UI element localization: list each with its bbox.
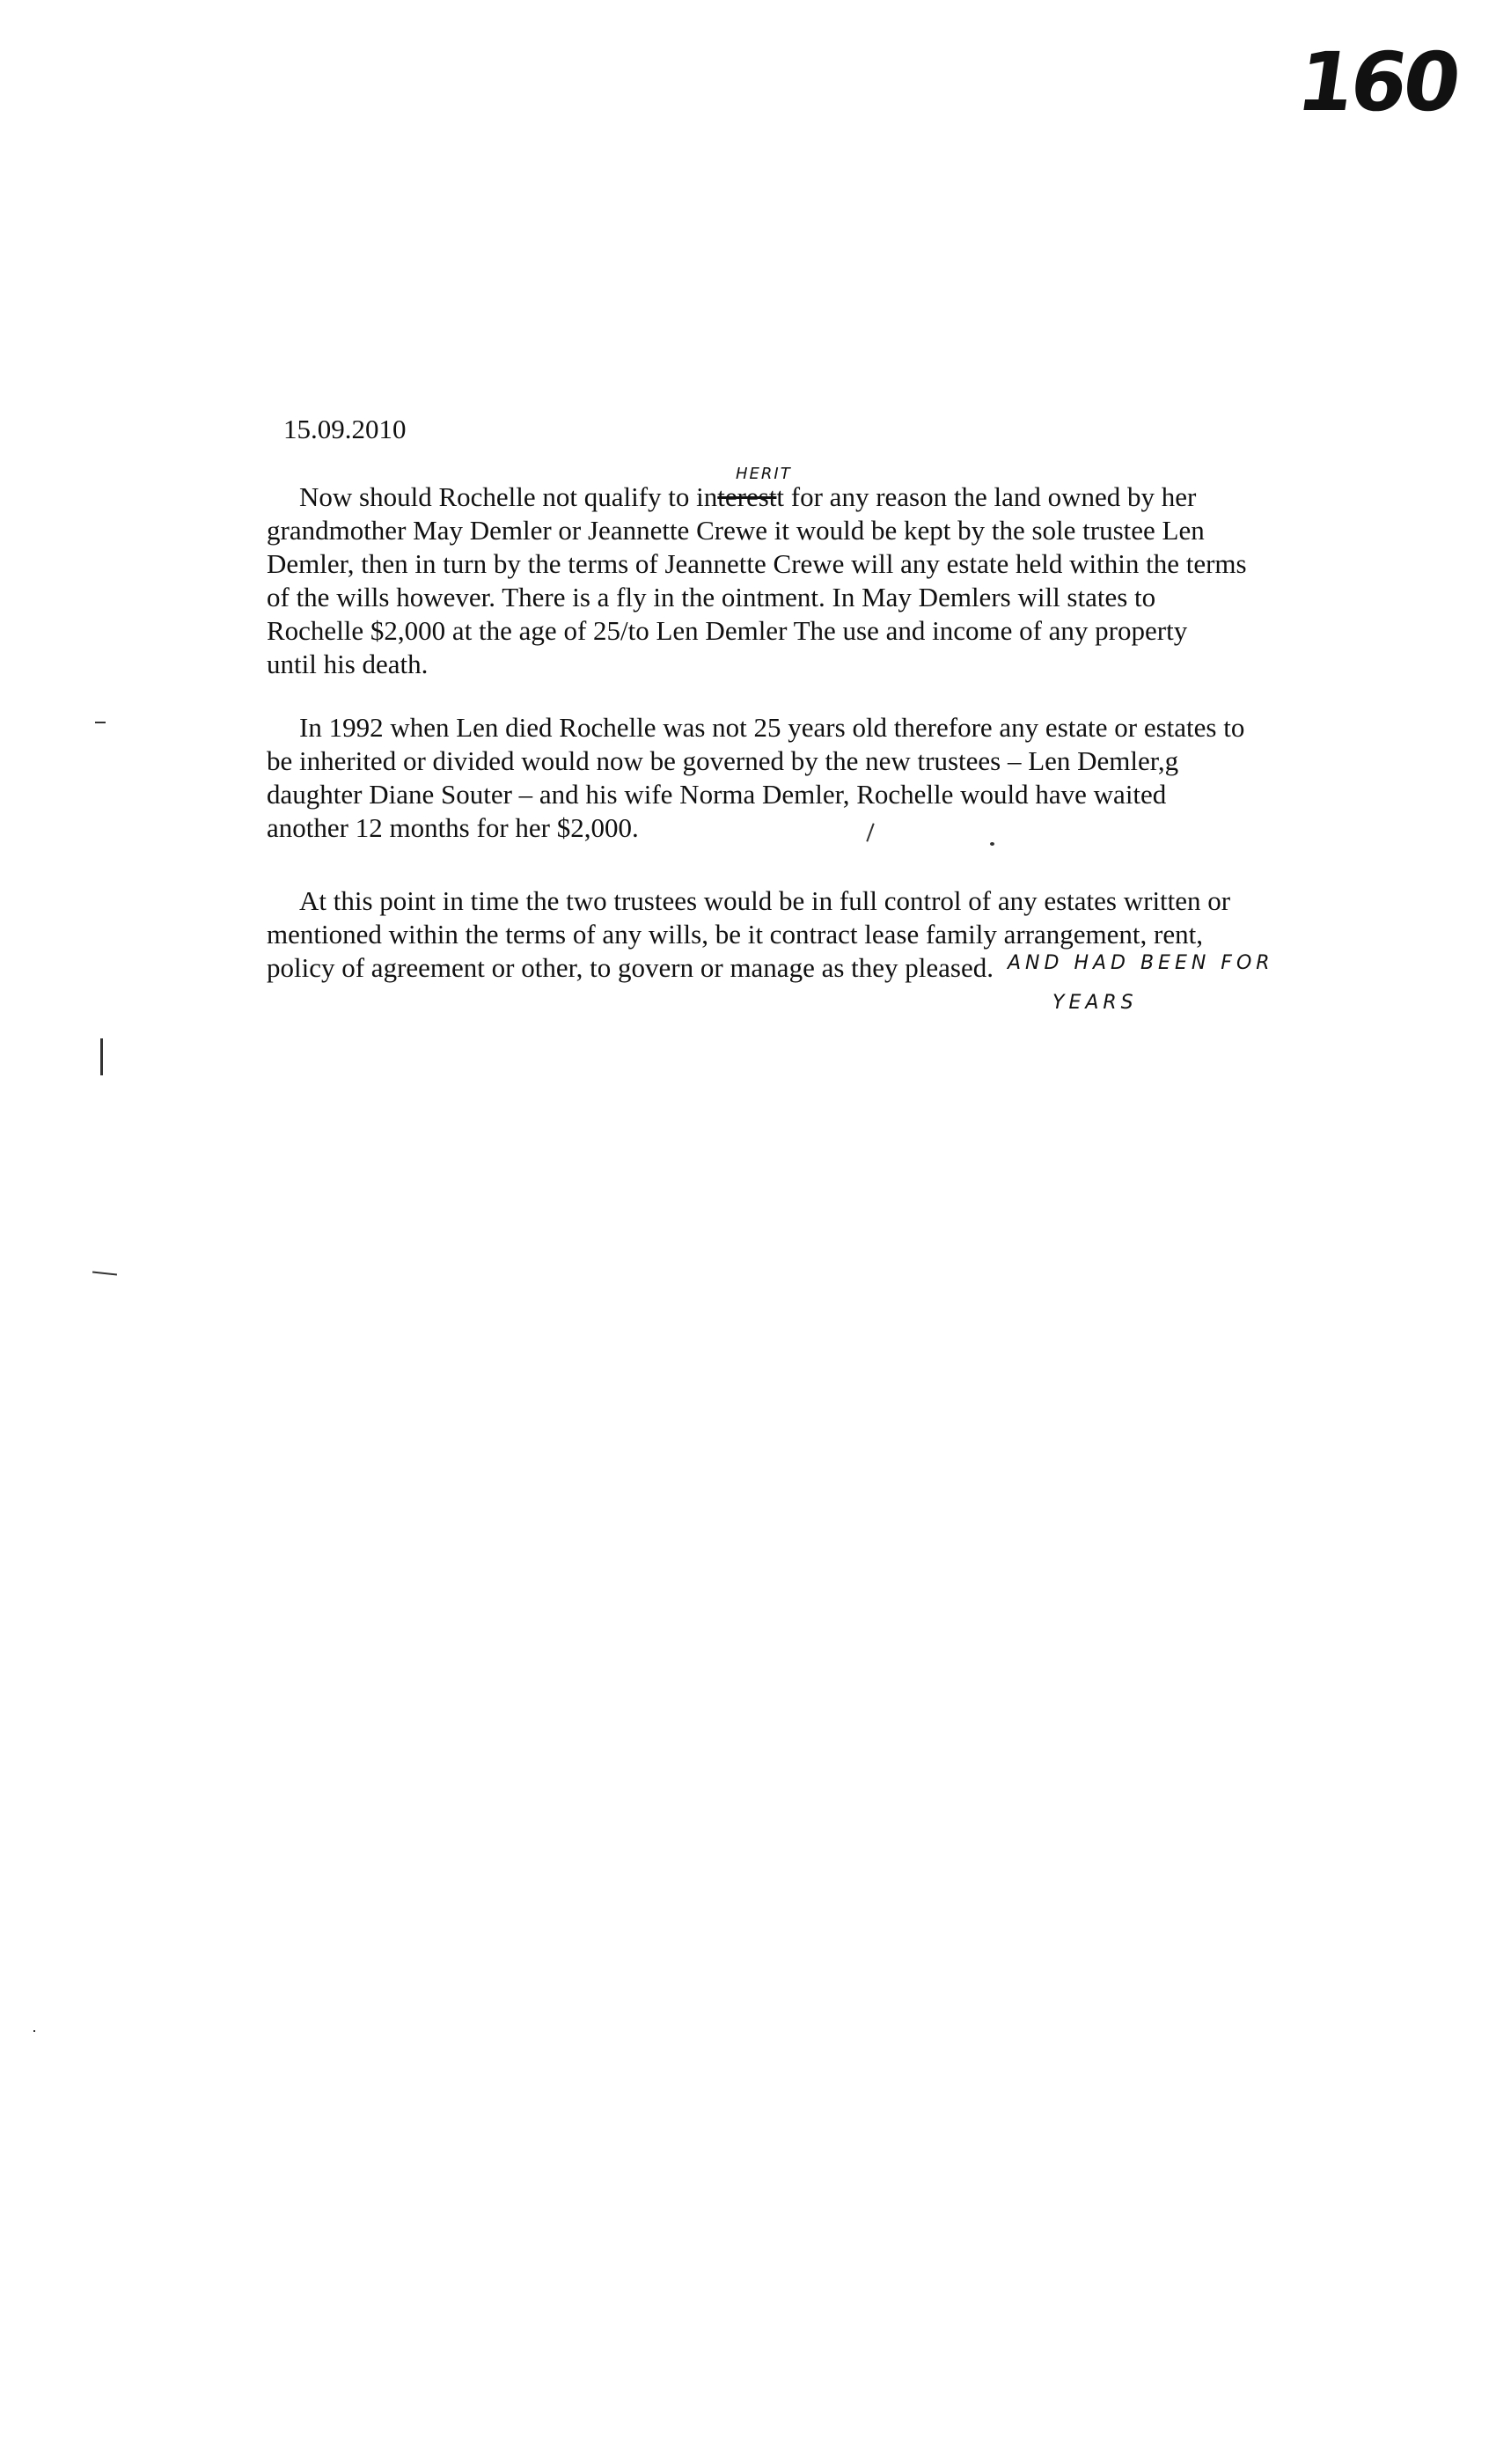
struck-text: terest	[717, 481, 777, 512]
paragraph-line: be inherited or divided would now be governed by the new trustees – Len Demler,g	[267, 745, 1179, 776]
paragraph-line: policy of agreement or other, to govern or manage as they pleased.	[267, 952, 994, 983]
scan-mark	[92, 1272, 117, 1276]
paragraph-line: Demler, then in turn by the terms of Jeannette Crewe will any estate held within the terms	[267, 548, 1247, 579]
paragraph-len-died	[267, 711, 1323, 845]
text-segment: t for any reason the land owned by her	[776, 481, 1197, 512]
page-number: 160	[1291, 35, 1463, 129]
paragraph-line: In 1992 when Len died Rochelle was not 25 years old therefore any estate or estates to	[299, 712, 1245, 743]
handwritten-note-line-2: YEARS	[1052, 992, 1138, 1014]
paragraph-line: At this point in time the two trustees would be in full control of any estates written or	[299, 885, 1231, 916]
paragraph-line: daughter Diane Souter – and his wife Norma Demler, Rochelle would have waited	[267, 779, 1167, 810]
paragraph-line: grandmother May Demler or Jeannette Crewe it would be kept by the sole trustee Len	[267, 515, 1205, 546]
paragraph-line: Rochelle $2,000 at the age of 25/to Len Demler The use and income of any property	[267, 615, 1188, 646]
scan-mark	[100, 1038, 103, 1075]
scan-mark	[95, 722, 106, 723]
text-segment: Now should Rochelle not qualify to in	[299, 481, 718, 512]
handwritten-insertion: HERIT	[736, 465, 792, 483]
paragraph-rochelle-qualify	[267, 480, 1323, 681]
scan-mark	[33, 2030, 35, 2032]
document-date: 15.09.2010	[283, 414, 407, 444]
paragraph-line: another 12 months for her $2,000.	[267, 812, 639, 843]
paragraph-line: until his death.	[267, 649, 429, 679]
paragraph-line: of the wills however. There is a fly in the ointment. In May Demlers will states to	[267, 582, 1156, 612]
pen-mark	[990, 842, 994, 846]
handwritten-note-line-1: AND HAD BEEN FOR	[1008, 952, 1274, 974]
paragraph-line: mentioned within the terms of any wills, be it contract lease family arrangement, rent,	[267, 919, 1203, 950]
paragraph-line	[267, 480, 1323, 514]
